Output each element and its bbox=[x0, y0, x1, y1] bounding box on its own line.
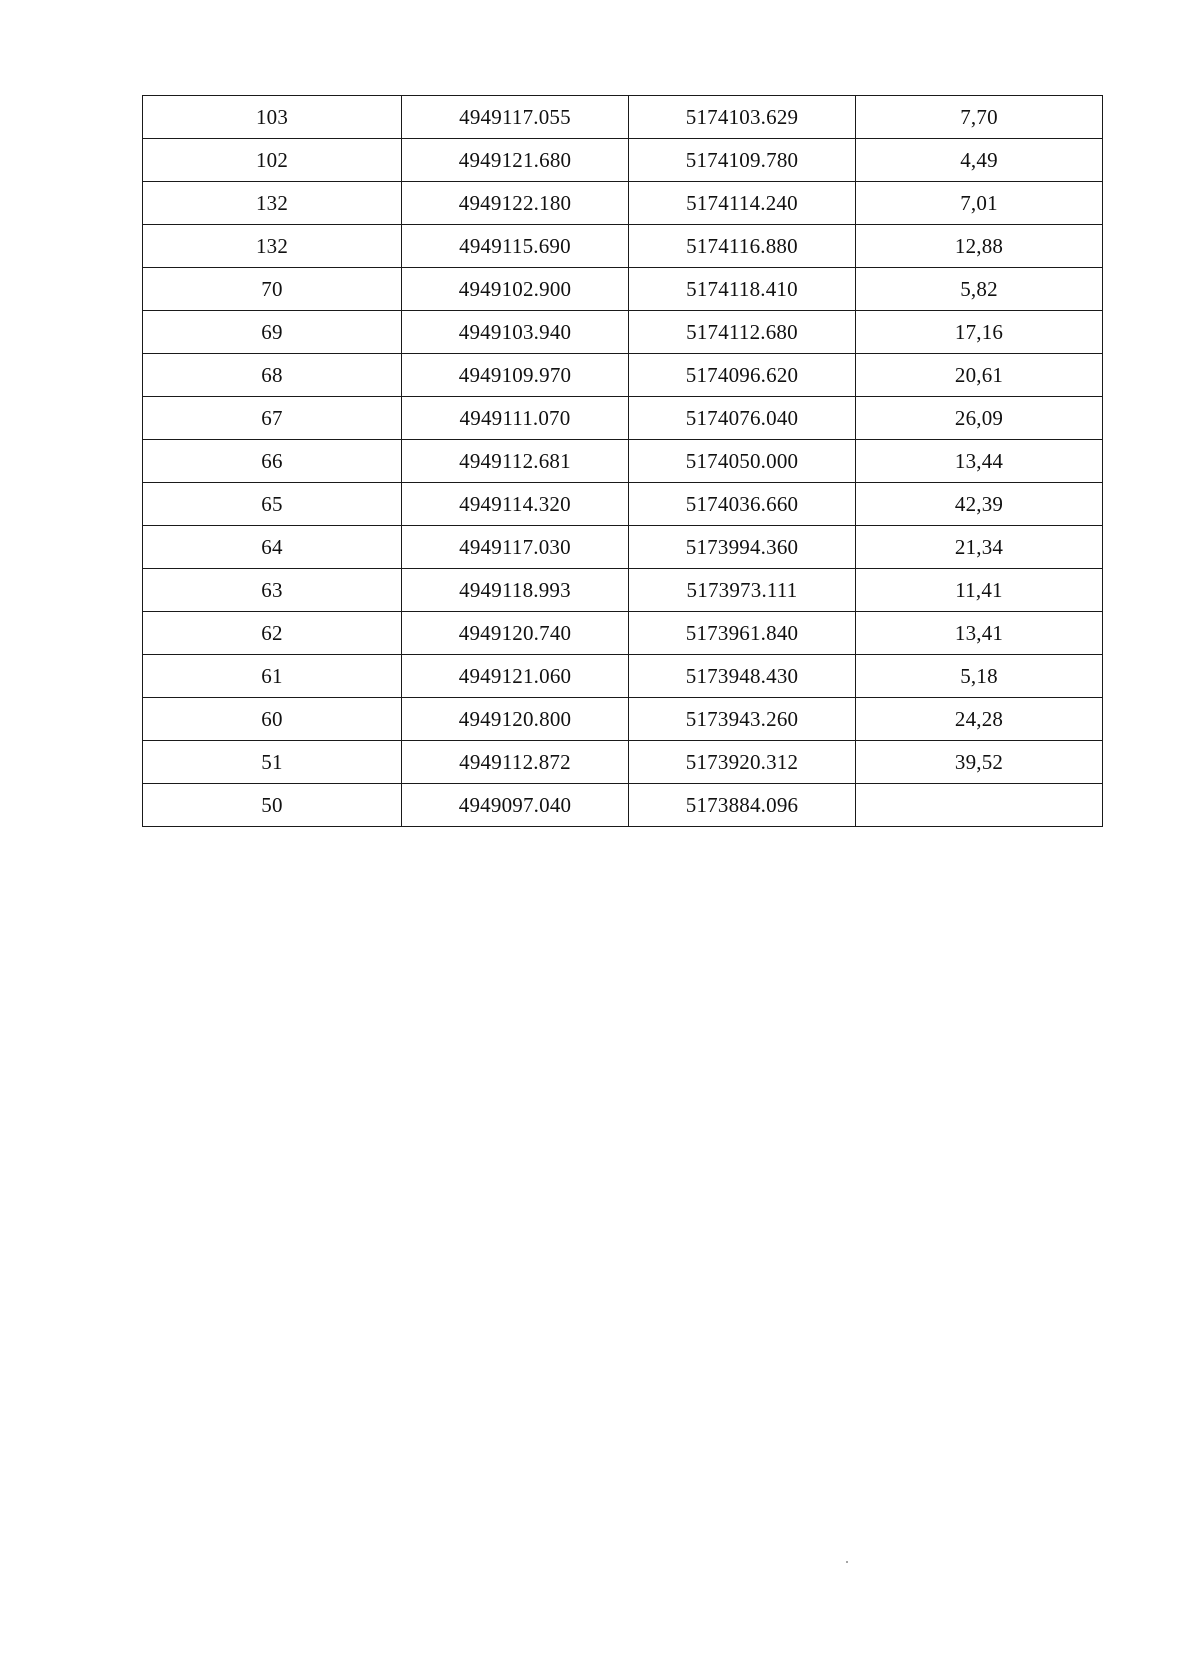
table-row bbox=[143, 526, 1103, 569]
point-number-cell: 103 bbox=[143, 96, 402, 139]
table-row bbox=[143, 483, 1103, 526]
distance-cell: 13,44 bbox=[856, 440, 1103, 483]
point-number-cell: 66 bbox=[143, 440, 402, 483]
y-coordinate-cell: 5174096.620 bbox=[629, 354, 856, 397]
y-coordinate-cell: 5174103.629 bbox=[629, 96, 856, 139]
distance-cell: 7,70 bbox=[856, 96, 1103, 139]
point-number-cell: 67 bbox=[143, 397, 402, 440]
x-coordinate-cell: 4949118.993 bbox=[402, 569, 629, 612]
x-coordinate-cell: 4949117.030 bbox=[402, 526, 629, 569]
x-coordinate-cell: 4949102.900 bbox=[402, 268, 629, 311]
distance-cell: 20,61 bbox=[856, 354, 1103, 397]
table-row bbox=[143, 569, 1103, 612]
table-row bbox=[143, 397, 1103, 440]
x-coordinate-cell: 4949120.800 bbox=[402, 698, 629, 741]
distance-cell: 24,28 bbox=[856, 698, 1103, 741]
table-row bbox=[143, 268, 1103, 311]
point-number-cell: 102 bbox=[143, 139, 402, 182]
y-coordinate-cell: 5173961.840 bbox=[629, 612, 856, 655]
table-row bbox=[143, 698, 1103, 741]
x-coordinate-cell: 4949111.070 bbox=[402, 397, 629, 440]
point-number-cell: 61 bbox=[143, 655, 402, 698]
y-coordinate-cell: 5173943.260 bbox=[629, 698, 856, 741]
point-number-cell: 132 bbox=[143, 225, 402, 268]
point-number-cell: 65 bbox=[143, 483, 402, 526]
table-row bbox=[143, 612, 1103, 655]
y-coordinate-cell: 5174109.780 bbox=[629, 139, 856, 182]
table-row bbox=[143, 655, 1103, 698]
point-number-cell: 69 bbox=[143, 311, 402, 354]
point-number-cell: 51 bbox=[143, 741, 402, 784]
y-coordinate-cell: 5173973.111 bbox=[629, 569, 856, 612]
y-coordinate-cell: 5173884.096 bbox=[629, 784, 856, 827]
x-coordinate-cell: 4949109.970 bbox=[402, 354, 629, 397]
table-row bbox=[143, 354, 1103, 397]
distance-cell: 21,34 bbox=[856, 526, 1103, 569]
distance-cell bbox=[856, 784, 1103, 827]
table-row bbox=[143, 225, 1103, 268]
x-coordinate-cell: 4949114.320 bbox=[402, 483, 629, 526]
x-coordinate-cell: 4949112.681 bbox=[402, 440, 629, 483]
x-coordinate-cell: 4949120.740 bbox=[402, 612, 629, 655]
table-row bbox=[143, 311, 1103, 354]
y-coordinate-cell: 5174076.040 bbox=[629, 397, 856, 440]
y-coordinate-cell: 5174112.680 bbox=[629, 311, 856, 354]
distance-cell: 11,41 bbox=[856, 569, 1103, 612]
x-coordinate-cell: 4949097.040 bbox=[402, 784, 629, 827]
y-coordinate-cell: 5173920.312 bbox=[629, 741, 856, 784]
x-coordinate-cell: 4949121.680 bbox=[402, 139, 629, 182]
point-number-cell: 132 bbox=[143, 182, 402, 225]
table-row bbox=[143, 741, 1103, 784]
y-coordinate-cell: 5174114.240 bbox=[629, 182, 856, 225]
y-coordinate-cell: 5174116.880 bbox=[629, 225, 856, 268]
x-coordinate-cell: 4949115.690 bbox=[402, 225, 629, 268]
x-coordinate-cell: 4949112.872 bbox=[402, 741, 629, 784]
point-number-cell: 62 bbox=[143, 612, 402, 655]
coordinates-table bbox=[142, 95, 1103, 827]
x-coordinate-cell: 4949121.060 bbox=[402, 655, 629, 698]
scan-speck bbox=[846, 1561, 848, 1563]
distance-cell: 4,49 bbox=[856, 139, 1103, 182]
y-coordinate-cell: 5174118.410 bbox=[629, 268, 856, 311]
distance-cell: 17,16 bbox=[856, 311, 1103, 354]
y-coordinate-cell: 5173948.430 bbox=[629, 655, 856, 698]
distance-cell: 26,09 bbox=[856, 397, 1103, 440]
x-coordinate-cell: 4949103.940 bbox=[402, 311, 629, 354]
x-coordinate-cell: 4949122.180 bbox=[402, 182, 629, 225]
distance-cell: 7,01 bbox=[856, 182, 1103, 225]
distance-cell: 5,82 bbox=[856, 268, 1103, 311]
distance-cell: 42,39 bbox=[856, 483, 1103, 526]
point-number-cell: 64 bbox=[143, 526, 402, 569]
coordinates-table-body bbox=[143, 96, 1103, 827]
y-coordinate-cell: 5174036.660 bbox=[629, 483, 856, 526]
distance-cell: 13,41 bbox=[856, 612, 1103, 655]
table-row bbox=[143, 96, 1103, 139]
table-row bbox=[143, 784, 1103, 827]
point-number-cell: 70 bbox=[143, 268, 402, 311]
y-coordinate-cell: 5173994.360 bbox=[629, 526, 856, 569]
point-number-cell: 50 bbox=[143, 784, 402, 827]
distance-cell: 12,88 bbox=[856, 225, 1103, 268]
x-coordinate-cell: 4949117.055 bbox=[402, 96, 629, 139]
point-number-cell: 60 bbox=[143, 698, 402, 741]
distance-cell: 39,52 bbox=[856, 741, 1103, 784]
y-coordinate-cell: 5174050.000 bbox=[629, 440, 856, 483]
table-row bbox=[143, 182, 1103, 225]
table-row bbox=[143, 139, 1103, 182]
point-number-cell: 68 bbox=[143, 354, 402, 397]
point-number-cell: 63 bbox=[143, 569, 402, 612]
distance-cell: 5,18 bbox=[856, 655, 1103, 698]
table-row bbox=[143, 440, 1103, 483]
